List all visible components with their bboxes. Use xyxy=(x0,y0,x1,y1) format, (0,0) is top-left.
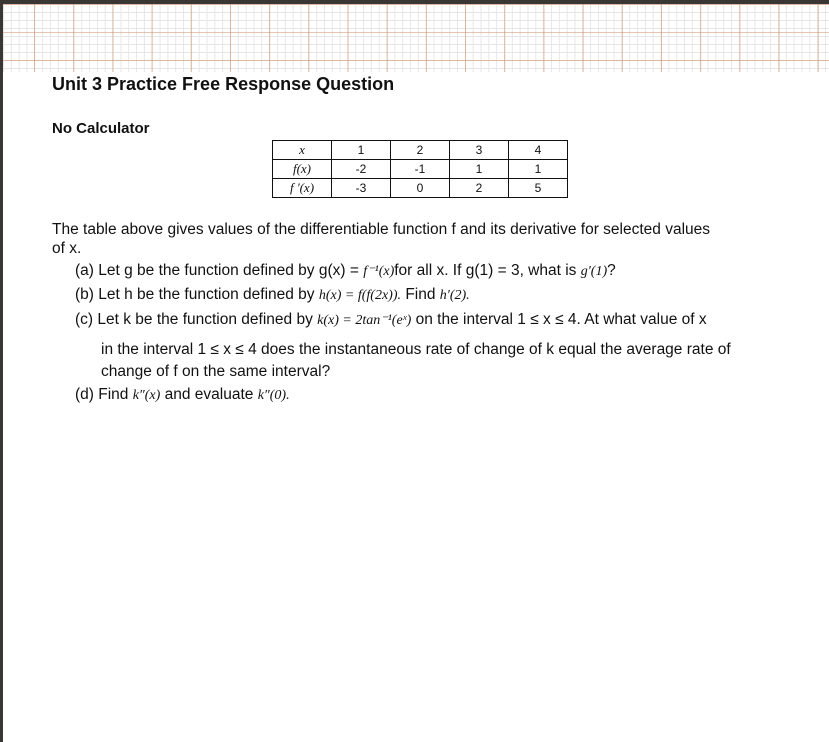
math: g′(1) xyxy=(580,264,608,279)
cell: -1 xyxy=(391,160,450,179)
math: k(x) = 2tan⁻¹(eˣ) xyxy=(317,313,412,328)
table-row xyxy=(273,179,568,198)
cell: 4 xyxy=(509,141,568,160)
part-c xyxy=(75,310,707,331)
part-c-line-2: in the interval 1 ≤ x ≤ 4 does the instantaneous rate of change of k equal the average rate of xyxy=(101,341,731,358)
table-row xyxy=(273,141,568,160)
text: (d) Find xyxy=(75,386,133,403)
row-header: f '(x) xyxy=(273,179,332,198)
text: (b) Let h be the function defined by xyxy=(75,286,319,303)
row-header: f(x) xyxy=(273,160,332,179)
text: ? xyxy=(607,262,616,279)
math: f⁻¹(x) xyxy=(363,264,395,279)
graph-paper-header xyxy=(3,4,829,72)
text: for all x. If g(1) = 3, what is xyxy=(394,262,581,279)
window-left-border xyxy=(0,0,3,742)
text: on the interval 1 ≤ x ≤ 4. At what value of x xyxy=(411,311,707,328)
cell: -2 xyxy=(332,160,391,179)
math: h′(2). xyxy=(439,288,470,303)
part-d xyxy=(75,385,290,406)
text: (a) Let g be the function defined by g(x) = xyxy=(75,262,364,279)
cell: 1 xyxy=(509,160,568,179)
cell: -3 xyxy=(332,179,391,198)
cell: 2 xyxy=(391,141,450,160)
cell: 0 xyxy=(391,179,450,198)
cell: 1 xyxy=(450,160,509,179)
text: and evaluate xyxy=(160,386,258,403)
cell: 3 xyxy=(450,141,509,160)
part-a xyxy=(75,261,616,282)
math: h(x) = f(f(2x)). xyxy=(318,288,402,303)
part-c-line-3: change of f on the same interval? xyxy=(101,363,331,380)
row-header: x xyxy=(273,141,332,160)
part-b xyxy=(75,285,470,306)
table-row xyxy=(273,160,568,179)
intro-line-1: The table above gives values of the differentiable function f and its derivative for selected values xyxy=(52,221,711,238)
text: (c) Let k be the function defined by xyxy=(75,311,318,328)
subtitle: No Calculator xyxy=(52,120,150,137)
values-table xyxy=(272,140,568,198)
math: k″(0). xyxy=(257,388,290,403)
math: k″(x) xyxy=(132,388,161,403)
cell: 5 xyxy=(509,179,568,198)
page-title: Unit 3 Practice Free Response Question xyxy=(52,74,395,94)
cell: 1 xyxy=(332,141,391,160)
intro-line-2: of x. xyxy=(52,240,82,257)
text: Find xyxy=(401,286,440,303)
cell: 2 xyxy=(450,179,509,198)
